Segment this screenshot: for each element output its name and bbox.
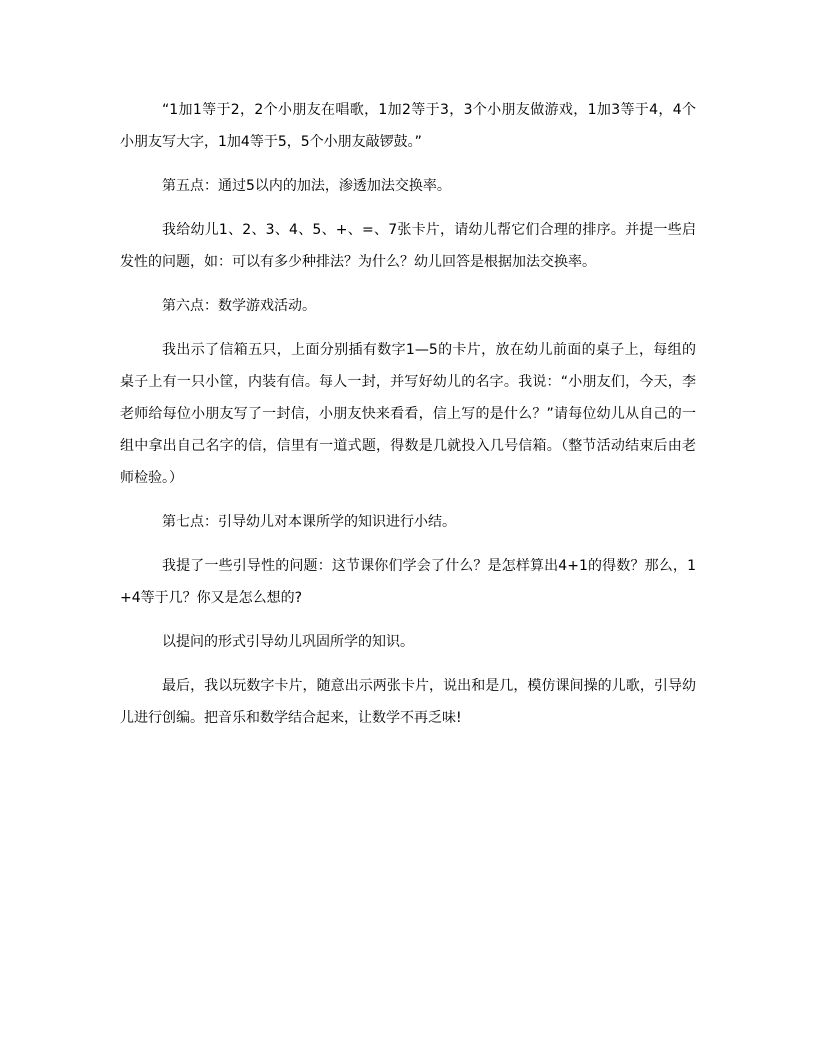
paragraph-point-six: 第六点：数学游戏活动。	[162, 298, 316, 314]
paragraph-finally: 最后，我以玩数字卡片，随意出示两张卡片，说出和是几，模仿课间操的儿歌，引导幼儿进行创编。把音乐和数学结合起来，让数学不再乏味!	[120, 678, 696, 726]
paragraph-consolidate: 以提问的形式引导幼儿巩固所学的知识。	[162, 634, 414, 650]
paragraph-cards: 我给幼儿1、2、3、4、5、+、=、7张卡片，请幼儿帮它们合理的排序。并提一些启发性的问题，如：可以有多少种排法？为什么？幼儿回答是根据加法交换率。	[120, 222, 696, 270]
paragraph-questions: 我提了一些引导性的问题：这节课你们学会了什么？是怎样算出4+1的得数？那么，1+4等于几？你又是怎么想的?	[120, 558, 696, 606]
document-body	[120, 94, 696, 746]
paragraph-point-seven: 第七点：引导幼儿对本课所学的知识进行小结。	[162, 514, 456, 530]
paragraph-point-five: 第五点：通过5以内的加法，渗透加法交换率。	[162, 178, 451, 194]
paragraph-song: “1加1等于2，2个小朋友在唱歌，1加2等于3，3个小朋友做游戏，1加3等于4，4个小朋友写大字，1加4等于5，5个小朋友敲锣鼓。”	[120, 102, 696, 150]
paragraph-mailbox-game: 我出示了信箱五只，上面分别插有数字1—5的卡片，放在幼儿前面的桌子上，每组的桌子上有一只小筐，内装有信。每人一封，并写好幼儿的名字。我说：“小朋友们，今天，李老师给每位小朋友写了一封信，小朋友快来看看，信上写的是什么？”请每位幼儿从自己的一组中拿出自己名字的信，信里有一道式题，得数是几就投入几号信箱。（整节活动结束后由老师检验。）	[120, 342, 696, 486]
